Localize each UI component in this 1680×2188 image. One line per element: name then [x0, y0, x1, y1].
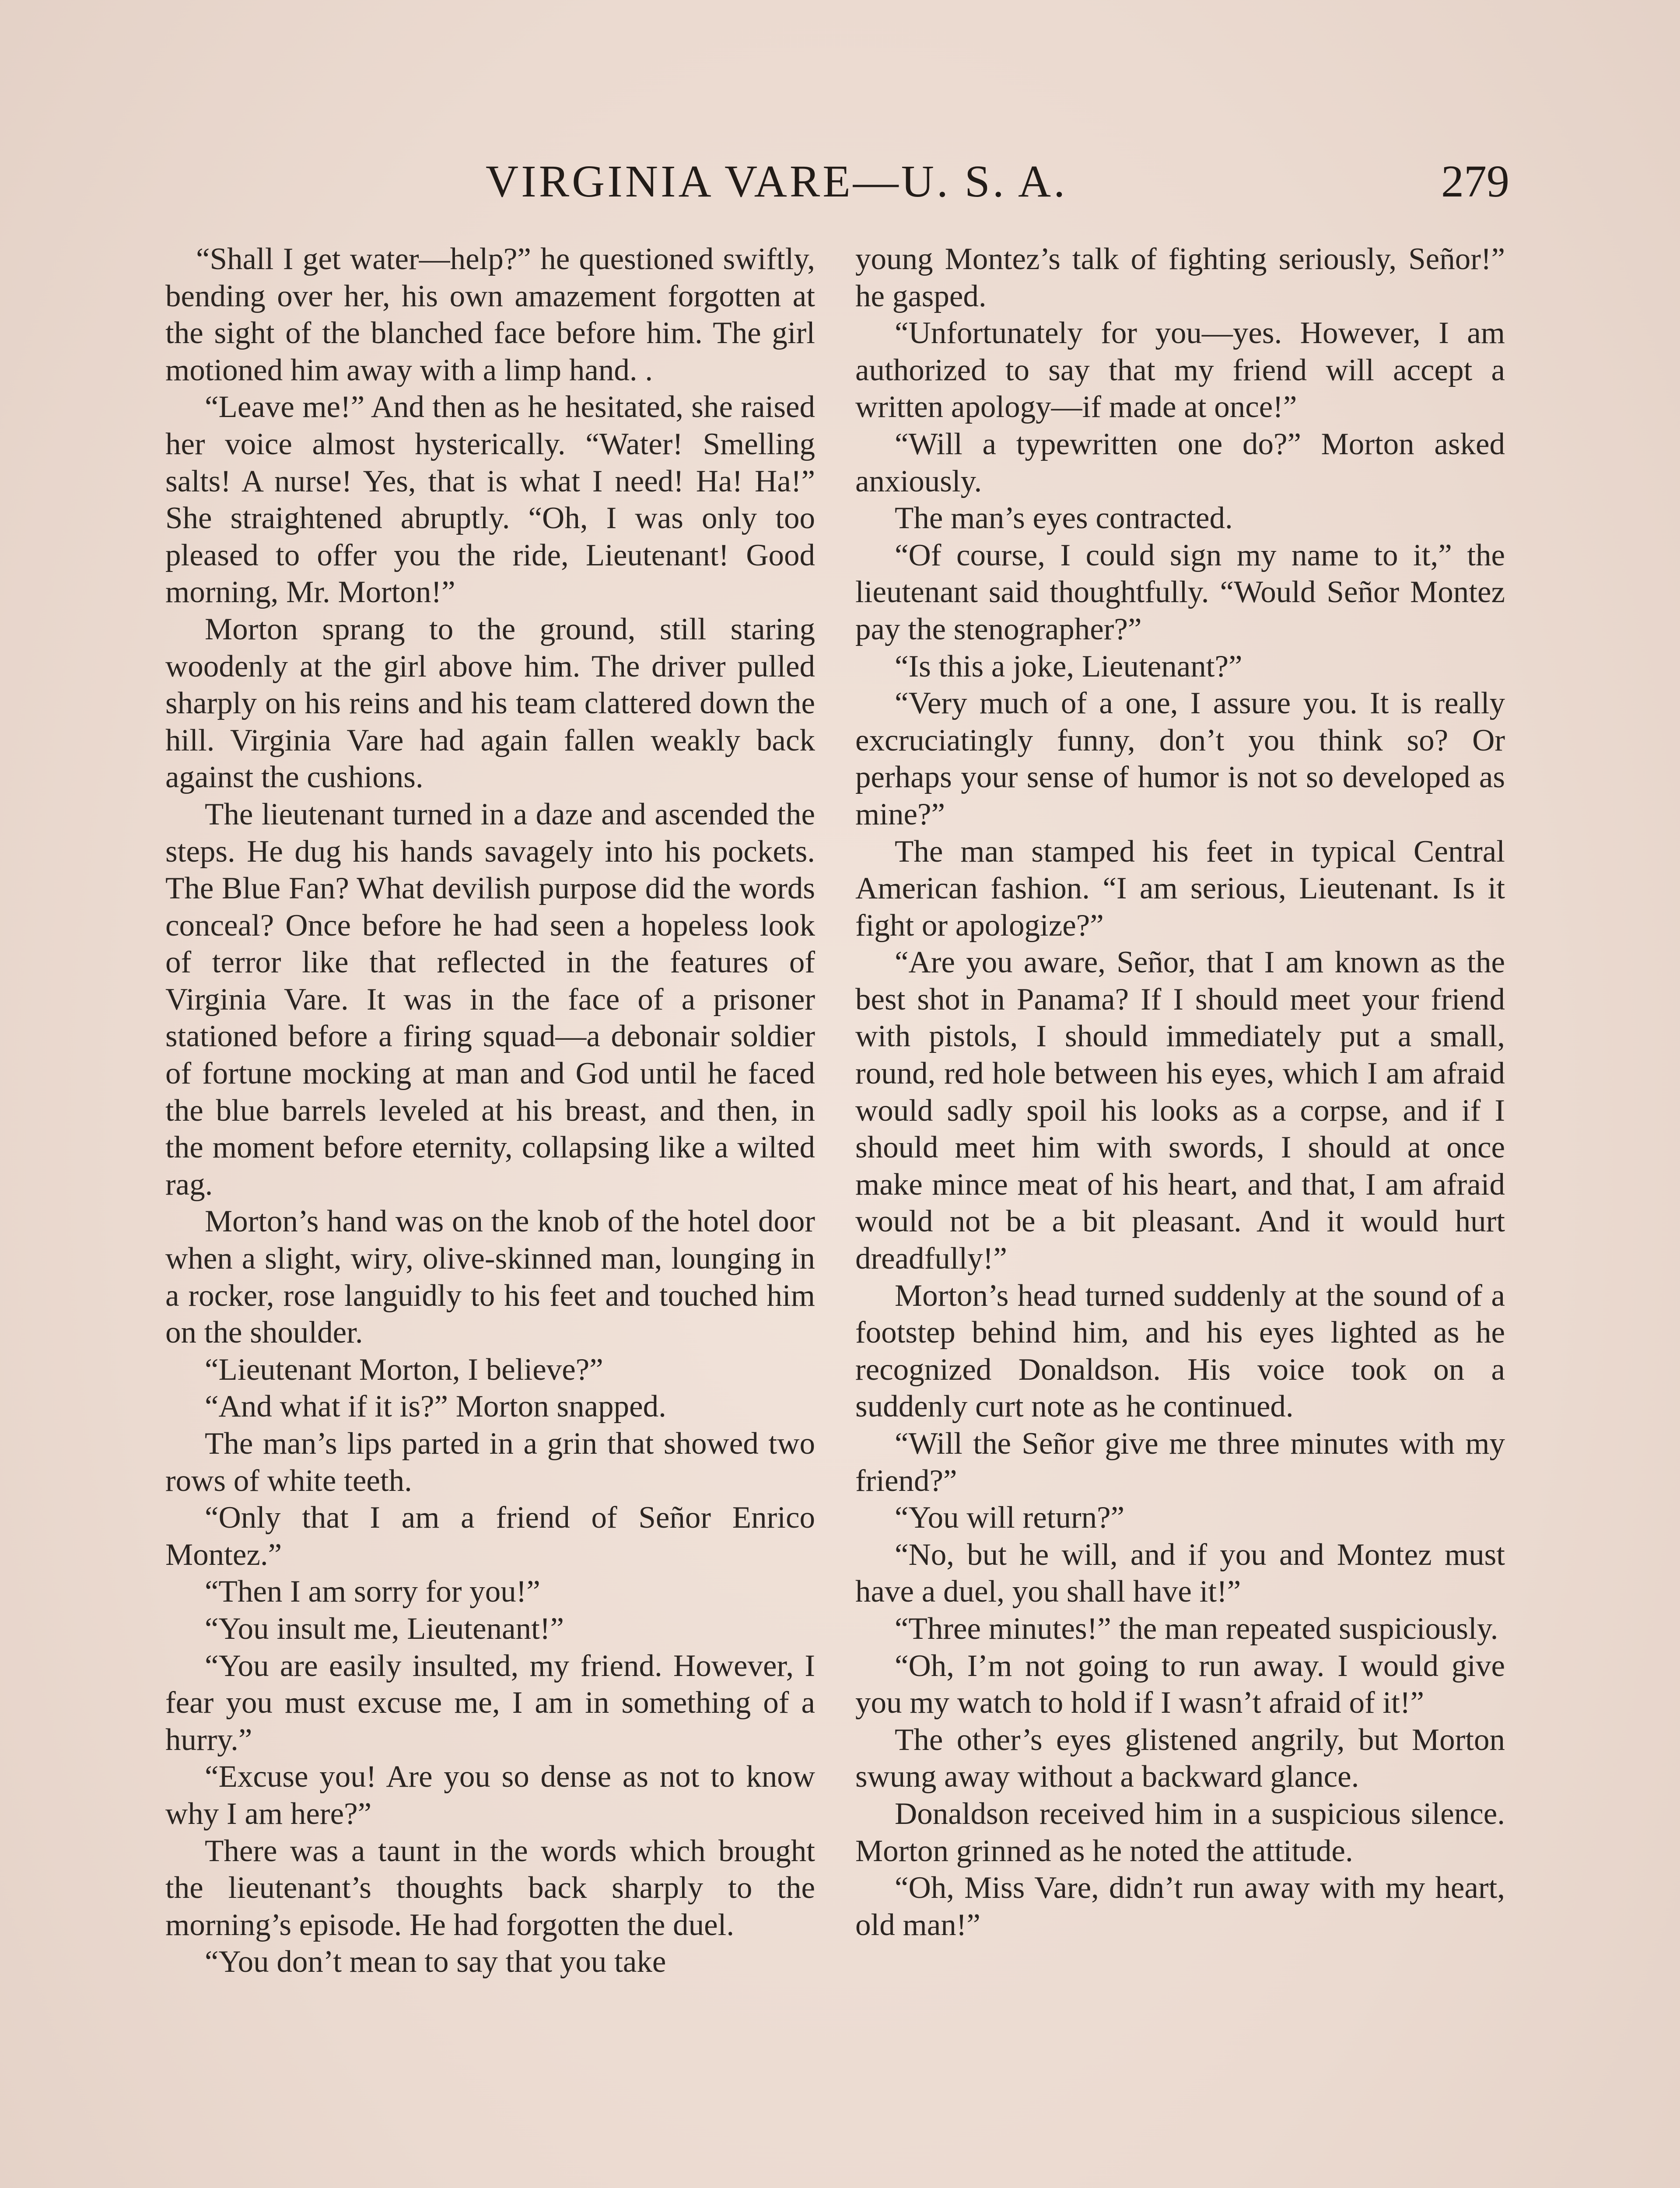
paragraph: Donaldson received him in a suspicious silence. Morton grinned as he noted the attitude. — [855, 1796, 1505, 1868]
page-header — [166, 153, 1509, 210]
paragraph: The man’s eyes contracted. — [895, 501, 1233, 536]
paragraph: The lieutenant turned in a daze and ascended the steps. He dug his hands savagely into his pockets. The Blue Fan? What devilish purpose did the words conceal? Once before he had seen a hopeless look of terror like that reflected in the features of Virginia Vare. It was in the face of a prisoner stationed before a firing squad—a debonair soldier of fortune mocking at man and God until he faced the blue barrels leveled at his breast, and then, in the moment before eternity, collapsing like a wilted rag. — [165, 797, 815, 1202]
paragraph: “Oh, I’m not going to run away. I would give you my watch to hold if I wasn’t afraid of it!” — [855, 1648, 1505, 1720]
paragraph: “Three minutes!” the man repeated suspiciously. — [895, 1611, 1498, 1646]
paragraph: “Of course, I could sign my name to it,” the lieutenant said thoughtfully. “Would Señor Montez pay the stenographer?” — [855, 538, 1505, 646]
paragraph-continued: young Montez’s talk of fighting seriously, Señor!” he gasped. — [855, 242, 1505, 313]
paragraph: “Oh, Miss Vare, didn’t run away with my heart, old man!” — [855, 1871, 1505, 1942]
paragraph: “Excuse you! Are you so dense as not to know why I am here?” — [165, 1760, 815, 1831]
paragraph: “Are you aware, Señor, that I am known as the best shot in Panama? If I should meet your friend with pistols, I should immediately put a small, round, red hole between his eyes, which I am afraid would sadly spoil his looks as a corpse, and if I should meet him with swords, I should at once make mince meat of his heart, and that, I am afraid would not be a bit pleasant. And it would hurt dreadfully!” — [855, 945, 1505, 1276]
paragraph: The man’s lips parted in a grin that showed two rows of white teeth. — [165, 1427, 815, 1498]
right-text-column — [855, 241, 1505, 1943]
paragraph: The other’s eyes glistened angrily, but Morton swung away without a backward glance. — [855, 1722, 1505, 1794]
page-number: 279 — [1441, 156, 1509, 207]
running-title: VIRGINIA VARE—U. S. A. — [486, 156, 1068, 207]
paragraph: Morton’s hand was on the knob of the hotel door when a slight, wiry, olive-skinned man, lounging in a rocker, rose languidly to his feet and touched him on the shoulder. — [165, 1204, 815, 1350]
paragraph: “You will return?” — [895, 1501, 1125, 1535]
paragraph: “Unfortunately for you—yes. However, I am authorized to say that my friend will accept a written apology—if made at once!” — [855, 316, 1505, 424]
paragraph: “No, but he will, and if you and Montez must have a duel, you shall have it!” — [855, 1537, 1505, 1609]
paragraph: “Only that I am a friend of Señor Enrico Montez.” — [165, 1501, 815, 1572]
paragraph: Morton’s head turned suddenly at the sound of a footstep behind him, and his eyes lighted as he recognized Donaldson. His voice took on a suddenly curt note as he continued. — [855, 1278, 1505, 1424]
paragraph: “Will the Señor give me three minutes with my friend?” — [855, 1427, 1505, 1498]
paragraph: “You insult me, Lieutenant!” — [205, 1611, 564, 1646]
paragraph: “You are easily insulted, my friend. However, I fear you must excuse me, I am in something of a hurry.” — [165, 1648, 815, 1757]
paragraph: “Will a typewritten one do?” Morton asked anxiously. — [855, 427, 1505, 498]
paragraph: “Shall I get water—help?” he questioned swiftly, bending over her, his own amazement forgotten at the sight of the blanched face before him. The girl motioned him away with a limp hand. . — [165, 242, 815, 387]
paragraph: “You don’t mean to say that you take — [205, 1945, 666, 1979]
paragraph: There was a taunt in the words which brought the lieutenant’s thoughts back sharply to the morning’s episode. He had forgotten the duel. — [165, 1834, 815, 1942]
left-text-column — [165, 241, 815, 1981]
paragraph: Morton sprang to the ground, still staring woodenly at the girl above him. The driver pulled sharply on his reins and his team clattered down the hill. Virginia Vare had again fallen weakly back against the cushions. — [165, 612, 815, 795]
paragraph: “And what if it is?” Morton snapped. — [205, 1389, 666, 1424]
paragraph: The man stamped his feet in typical Central American fashion. “I am serious, Lieutenant. Is it fight or apologize?” — [855, 834, 1505, 943]
paragraph: “Lieutenant Morton, I believe?” — [205, 1352, 603, 1387]
paragraph: “Is this a joke, Lieutenant?” — [895, 649, 1242, 684]
paragraph: “Leave me!” And then as he hesitated, she raised her voice almost hysterically. “Water! Smelling salts! A nurse! Yes, that is what I need! Ha! Ha!” She straightened abruptly. “Oh, I was only too pleased to offer you the ride, Lieutenant! Good morning, Mr. Morton!” — [165, 390, 815, 610]
paragraph: “Very much of a one, I assure you. It is really excruciatingly funny, don’t you think so? Or perhaps your sense of humor is not so developed as mine?” — [855, 686, 1505, 831]
paragraph: “Then I am sorry for you!” — [205, 1574, 540, 1609]
